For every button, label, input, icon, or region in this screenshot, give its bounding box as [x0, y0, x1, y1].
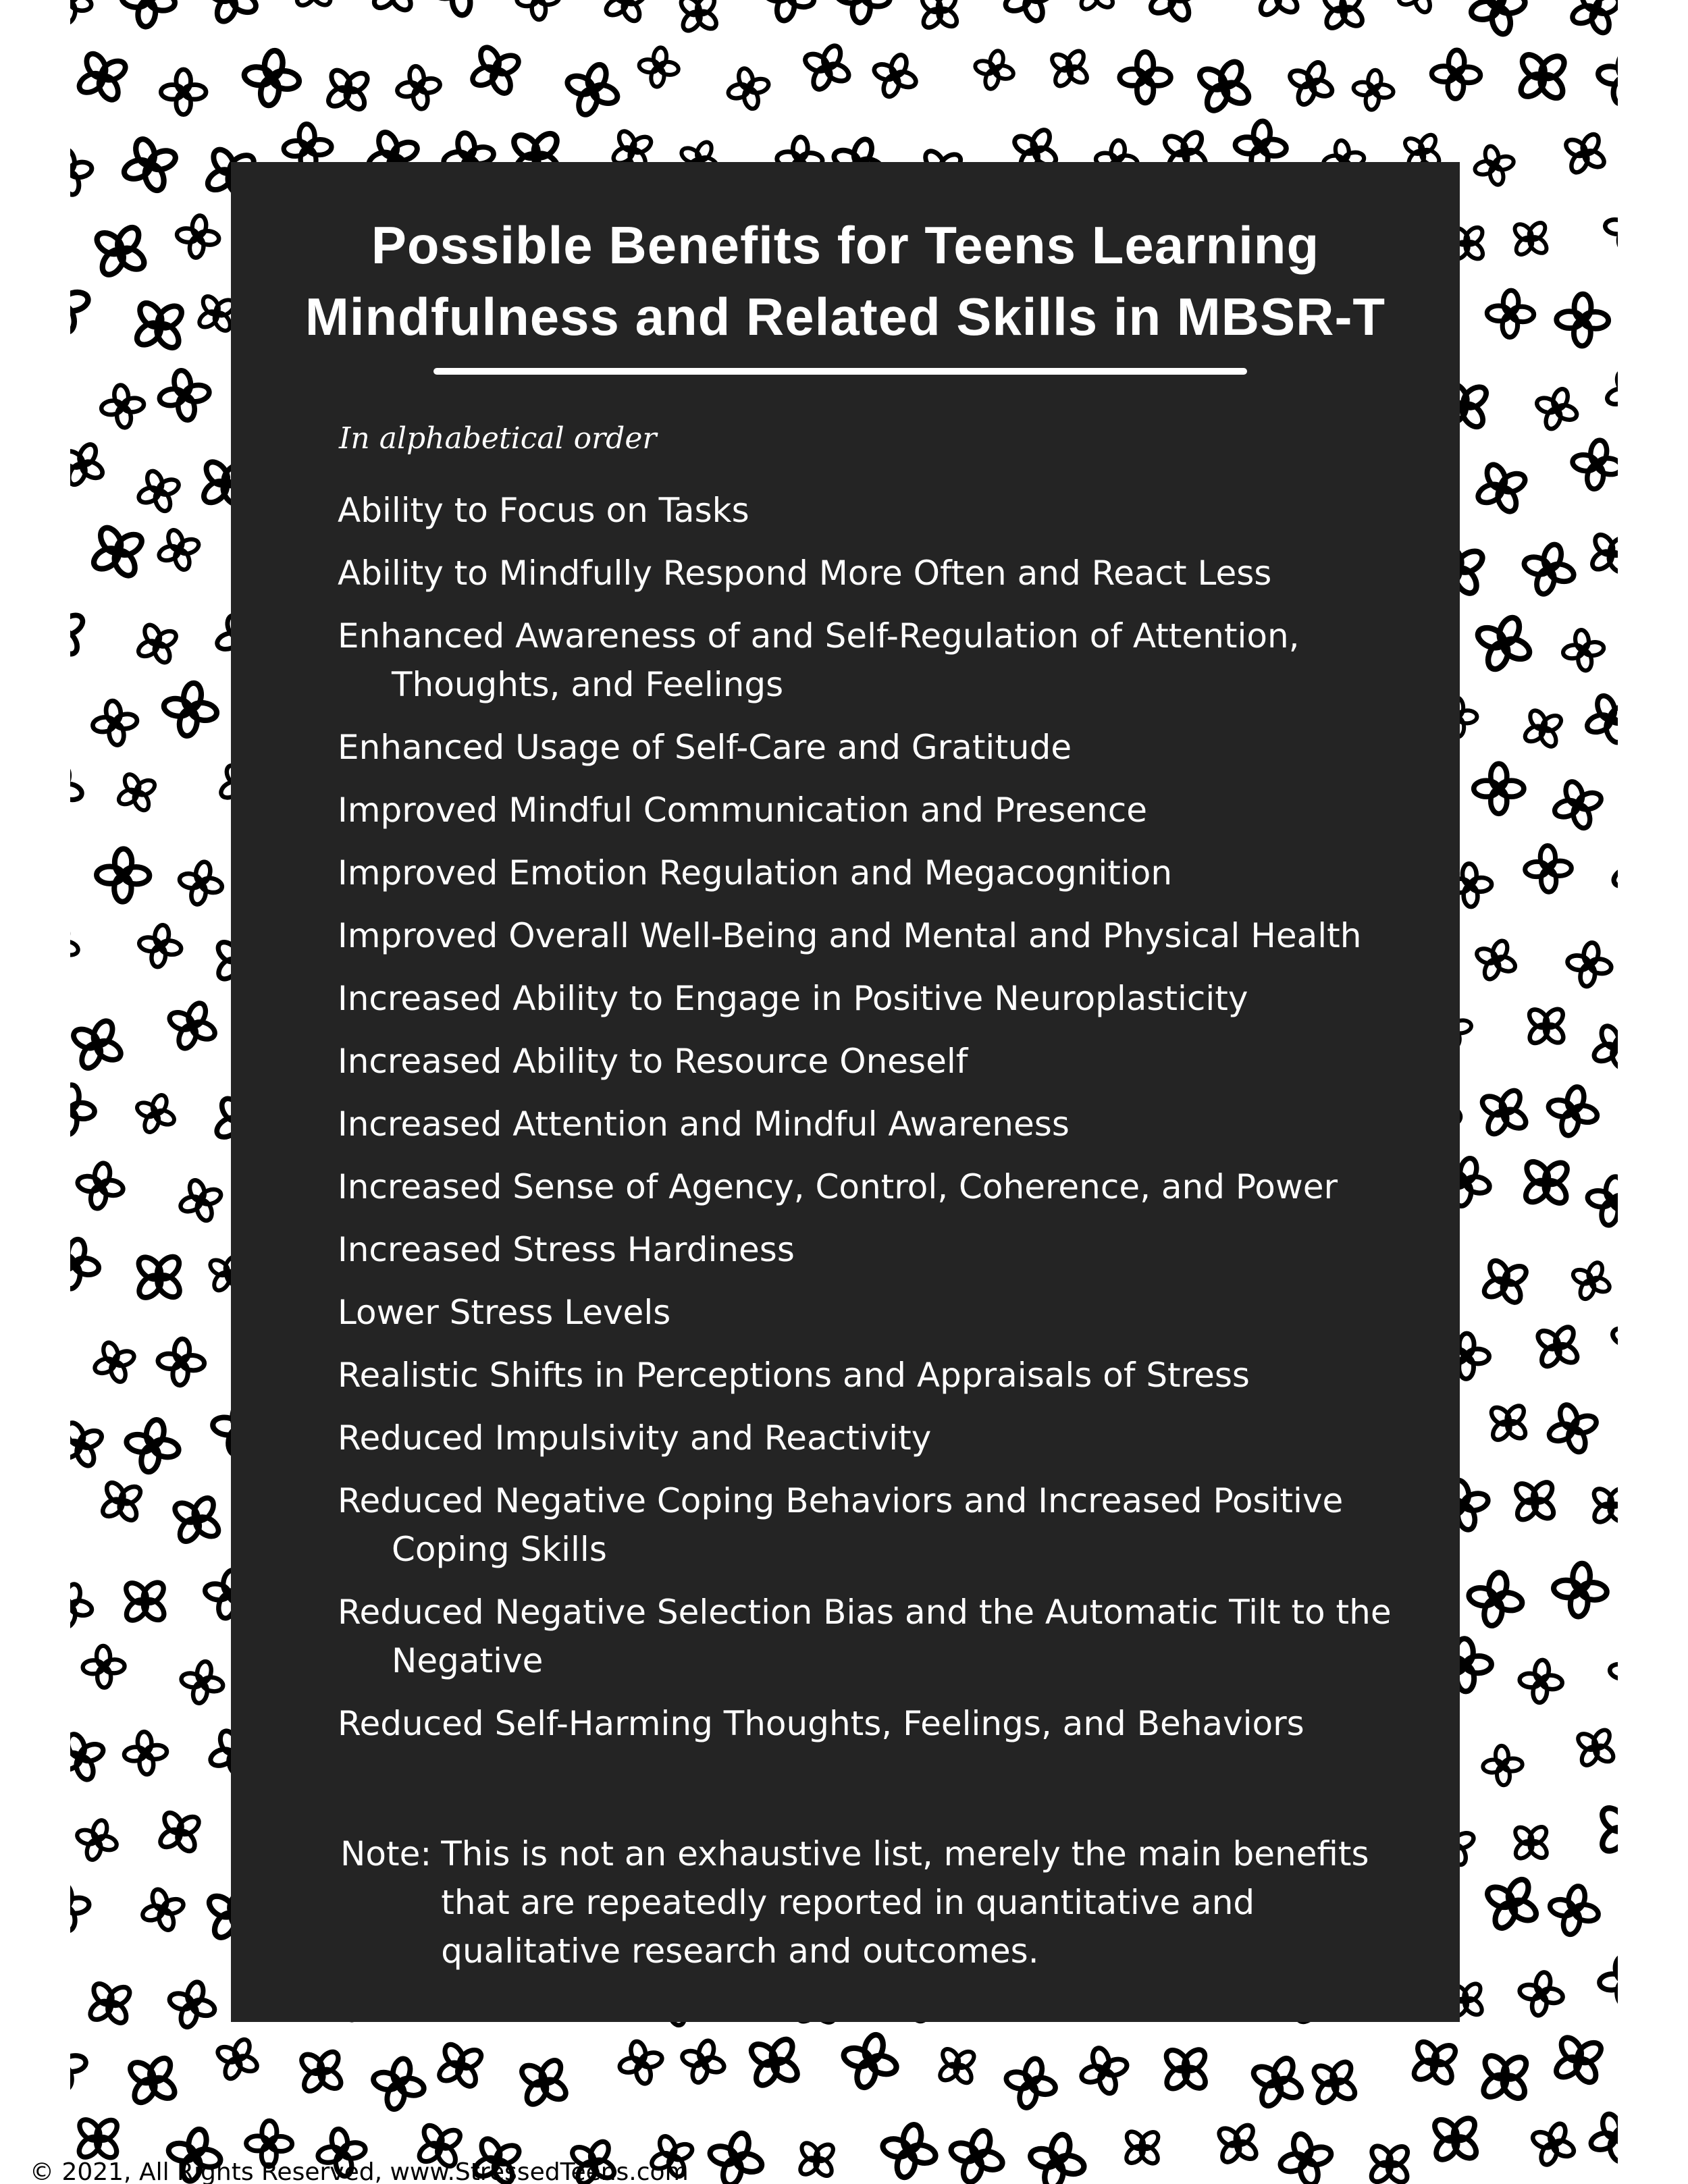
- flower-icon: [1351, 68, 1396, 112]
- flower-icon: [1475, 1867, 1548, 1940]
- flower-icon: [1282, 54, 1341, 113]
- flower-icon: [70, 42, 137, 111]
- flower-icon: [1419, 2102, 1492, 2175]
- flower-icon: [70, 1083, 97, 1137]
- flower-icon: [1468, 2040, 1542, 2114]
- flower-icon: [156, 367, 213, 424]
- benefit-item: Increased Sense of Agency, Control, Coherence, and Power: [338, 1167, 1338, 1206]
- flower-icon: [175, 857, 226, 909]
- flower-icon: [160, 679, 221, 740]
- flower-icon: [162, 1485, 232, 1555]
- flower-icon: [1579, 687, 1618, 751]
- benefit-item: Reduced Impulsivity and Reactivity: [338, 1418, 932, 1458]
- flower-icon: [737, 2025, 812, 2100]
- flower-icon: [1600, 365, 1618, 421]
- flower-icon: [81, 515, 155, 589]
- flower-icon: [70, 1880, 93, 1934]
- flower-icon: [1465, 0, 1531, 40]
- note: [340, 1830, 1434, 1975]
- flower-icon: [91, 1471, 152, 1532]
- subtitle: In alphabetical order: [339, 421, 657, 456]
- benefit-item: Improved Overall Well-Being and Mental and Physical Health: [338, 916, 1362, 955]
- flower-icon: [122, 288, 197, 363]
- flower-icon: [70, 761, 87, 818]
- flower-icon: [70, 0, 95, 26]
- flower-icon: [1552, 1561, 1609, 1618]
- flower-icon: [867, 48, 923, 104]
- flower-icon: [1598, 1954, 1618, 2007]
- flower-icon: [1474, 764, 1524, 814]
- benefit-item: Enhanced Usage of Self-Care and Gratitude: [338, 728, 1072, 767]
- benefit-item: Enhanced Awareness of and Self-Regulation of Attention, Thoughts, and Feelings: [338, 616, 1300, 704]
- flower-icon: [1566, 1255, 1617, 1306]
- copyright-footer: © 2021, All Rights Reserved, www.StressedTeens.com: [30, 2158, 689, 2184]
- flower-icon: [1024, 2128, 1090, 2184]
- flower-icon: [943, 2123, 1010, 2184]
- flower-icon: [928, 2037, 985, 2094]
- flower-icon: [1585, 1790, 1618, 1868]
- flower-icon: [1604, 839, 1618, 904]
- flower-icon: [515, 0, 560, 21]
- flower-icon: [614, 2036, 666, 2088]
- flower-icon: [462, 36, 529, 104]
- flower-icon: [70, 2037, 90, 2093]
- benefit-item: Increased Stress Hardiness: [338, 1230, 795, 1269]
- flower-icon: [1400, 2028, 1469, 2096]
- flower-icon: [1516, 1969, 1566, 2019]
- flower-icon: [111, 1568, 179, 1636]
- benefit-item: Lower Stress Levels: [338, 1293, 671, 1332]
- flower-icon: [1583, 1173, 1618, 1229]
- flower-icon: [1041, 40, 1099, 97]
- flower-icon: [1187, 49, 1261, 124]
- flower-icon: [70, 435, 112, 494]
- flower-icon: [368, 2053, 429, 2114]
- flower-icon: [1140, 0, 1207, 31]
- flower-icon: [1541, 1397, 1604, 1460]
- flower-icon: [70, 145, 96, 199]
- benefits-list: [338, 486, 1445, 1762]
- flower-icon: [1530, 382, 1583, 435]
- flower-icon: [1503, 211, 1558, 267]
- flower-icon: [1567, 1720, 1618, 1776]
- benefit-item: Reduced Self-Harming Thoughts, Feelings, and Behaviors: [338, 1704, 1304, 1743]
- flower-icon: [1584, 1016, 1618, 1078]
- flower-icon: [1606, 1648, 1618, 1700]
- flower-icon: [74, 1159, 127, 1213]
- flower-icon: [78, 1971, 142, 2035]
- flower-icon: [136, 1883, 190, 1936]
- flower-icon: [427, 2033, 493, 2098]
- flower-icon: [1502, 1468, 1568, 1534]
- benefit-item: Improved Emotion Regulation and Megacognition: [338, 853, 1173, 893]
- flower-icon: [1543, 2024, 1614, 2096]
- flower-icon: [971, 46, 1018, 93]
- flower-icon: [130, 616, 186, 672]
- flower-icon: [1301, 2049, 1368, 2116]
- flower-icon: [1311, 0, 1376, 41]
- flower-icon: [1468, 454, 1535, 521]
- benefit-item: Reduced Negative Coping Behaviors and Increased Positive Coping Skills: [338, 1481, 1344, 1569]
- flower-icon: [1151, 2034, 1221, 2104]
- flower-icon: [130, 1088, 182, 1140]
- flower-icon: [508, 2047, 579, 2117]
- flower-icon: [122, 1730, 169, 1776]
- title-underline: [433, 368, 1247, 375]
- flower-icon: [1471, 142, 1519, 190]
- flower-icon: [70, 1010, 132, 1079]
- flower-icon: [284, 0, 344, 19]
- flower-icon: [240, 47, 302, 109]
- flower-icon: [1543, 1082, 1602, 1141]
- flower-icon: [153, 524, 205, 577]
- flower-icon: [430, 0, 490, 18]
- flower-icon: [149, 1801, 211, 1863]
- flower-icon: [1465, 1568, 1527, 1630]
- flower-icon: [88, 1335, 141, 1389]
- flower-icon: [70, 1580, 97, 1632]
- page-title: [231, 209, 1460, 352]
- flower-icon: [1525, 2116, 1582, 2173]
- flower-icon: [82, 1645, 126, 1688]
- flower-icon: [361, 0, 427, 24]
- flower-icon: [1602, 204, 1618, 253]
- benefit-item: Realistic Shifts in Perceptions and Appraisals of Stress: [338, 1356, 1250, 1395]
- flower-icon: [96, 849, 150, 903]
- flower-icon: [1604, 1311, 1618, 1373]
- flower-icon: [1525, 1314, 1589, 1379]
- flower-icon: [1504, 38, 1580, 114]
- flower-icon: [122, 1415, 184, 1477]
- flower-icon: [668, 0, 729, 43]
- flower-icon: [1001, 2053, 1061, 2113]
- flower-icon: [1119, 52, 1170, 103]
- flower-icon: [1075, 2042, 1134, 2100]
- benefit-item: Increased Ability to Engage in Positive Neuroplasticity: [338, 979, 1248, 1018]
- flower-icon: [315, 57, 380, 122]
- flower-icon: [119, 0, 178, 30]
- flower-icon: [99, 383, 146, 430]
- flower-icon: [174, 213, 221, 261]
- benefits-panel: [231, 162, 1460, 2022]
- flower-icon: [1564, 939, 1615, 990]
- flower-icon: [676, 2035, 730, 2089]
- flower-icon: [1563, 0, 1618, 42]
- flower-icon: [161, 70, 206, 115]
- benefit-item: Increased Ability to Resource Oneself: [338, 1042, 968, 1081]
- flower-icon: [1274, 2127, 1338, 2184]
- flower-icon: [596, 0, 656, 31]
- flower-icon: [997, 0, 1061, 30]
- flower-icon: [1486, 290, 1535, 338]
- flower-icon: [115, 130, 184, 199]
- flower-icon: [1516, 996, 1577, 1057]
- flower-icon: [1517, 538, 1580, 601]
- flower-icon: [1510, 1146, 1583, 1219]
- flower-icon: [758, 0, 819, 26]
- flower-icon: [1391, 0, 1446, 20]
- flower-icon: [1524, 845, 1572, 893]
- flower-icon: [131, 464, 186, 518]
- flower-icon: [1431, 49, 1481, 100]
- flower-icon: [198, 0, 266, 32]
- flower-icon: [394, 63, 444, 113]
- flower-icon: [723, 63, 774, 114]
- flower-icon: [1503, 1814, 1560, 1871]
- flower-icon: [1569, 437, 1618, 492]
- flower-icon: [837, 2027, 903, 2094]
- flower-icon: [1548, 774, 1608, 835]
- flower-icon: [70, 1726, 111, 1788]
- flower-icon: [122, 1240, 196, 1314]
- flower-icon: [70, 1235, 103, 1294]
- flower-icon: [1556, 294, 1609, 346]
- flower-icon: [1560, 627, 1606, 673]
- title-line-1: Possible Benefits for Teens Learning: [371, 215, 1320, 275]
- flower-icon: [72, 1815, 123, 1866]
- flower-icon: [1556, 124, 1614, 183]
- flower-icon: [1581, 1475, 1618, 1535]
- flower-icon: [136, 922, 184, 970]
- flower-icon: [1584, 2107, 1618, 2168]
- flower-icon: [877, 2119, 941, 2183]
- flower-icon: [288, 2038, 355, 2105]
- flower-icon: [70, 921, 84, 970]
- flower-icon: [788, 2131, 845, 2184]
- flower-icon: [1469, 933, 1523, 986]
- flower-icon: [559, 56, 626, 123]
- note-label: Note:: [340, 1834, 432, 1873]
- flower-icon: [1545, 1881, 1603, 1939]
- flower-icon: [110, 766, 163, 819]
- flower-icon: [1470, 1078, 1537, 1146]
- flower-icon: [1479, 1393, 1537, 1452]
- note-text: This is not an exhaustive list, merely the main benefits that are repeatedly reported in quantitative and qualitative research and outcomes.: [441, 1834, 1369, 1971]
- flower-icon: [703, 2126, 769, 2184]
- flower-icon: [83, 213, 158, 288]
- flower-icon: [157, 1337, 206, 1387]
- flower-icon: [1515, 701, 1571, 756]
- flower-icon: [174, 1173, 228, 1227]
- flower-icon: [1242, 2047, 1312, 2116]
- flower-icon: [1473, 1249, 1538, 1314]
- flower-icon: [1580, 523, 1618, 585]
- flower-icon: [796, 36, 858, 99]
- flower-icon: [1113, 2119, 1171, 2177]
- flower-icon: [1357, 2132, 1422, 2184]
- flower-icon: [1518, 1658, 1564, 1705]
- benefit-item: Ability to Focus on Tasks: [338, 491, 749, 530]
- flower-icon: [1067, 0, 1124, 21]
- title-line-2: Mindfulness and Related Skills in MBSR-T: [305, 287, 1386, 346]
- flower-icon: [178, 1657, 227, 1707]
- flower-icon: [1593, 47, 1618, 108]
- flower-icon: [70, 1413, 111, 1475]
- flower-icon: [70, 597, 95, 666]
- benefit-item: Ability to Mindfully Respond More Often and React Less: [338, 554, 1272, 593]
- benefit-item: Reduced Negative Selection Bias and the Automatic Tilt to the Negative: [338, 1593, 1392, 1680]
- benefit-item: Increased Attention and Mindful Awareness: [338, 1104, 1070, 1144]
- flower-icon: [1207, 2113, 1268, 2174]
- flower-icon: [833, 0, 893, 26]
- flower-icon: [1481, 1744, 1523, 1786]
- flower-icon: [163, 1976, 221, 2033]
- flower-icon: [909, 0, 970, 41]
- flower-icon: [637, 45, 681, 89]
- flower-icon: [116, 2044, 188, 2116]
- flower-icon: [70, 271, 95, 339]
- flower-icon: [209, 2031, 265, 2087]
- flower-icon: [90, 698, 140, 748]
- flower-icon: [161, 994, 224, 1058]
- flower-icon: [1244, 0, 1311, 28]
- benefit-item: Improved Mindful Communication and Presence: [338, 791, 1147, 830]
- flower-icon: [1467, 607, 1540, 680]
